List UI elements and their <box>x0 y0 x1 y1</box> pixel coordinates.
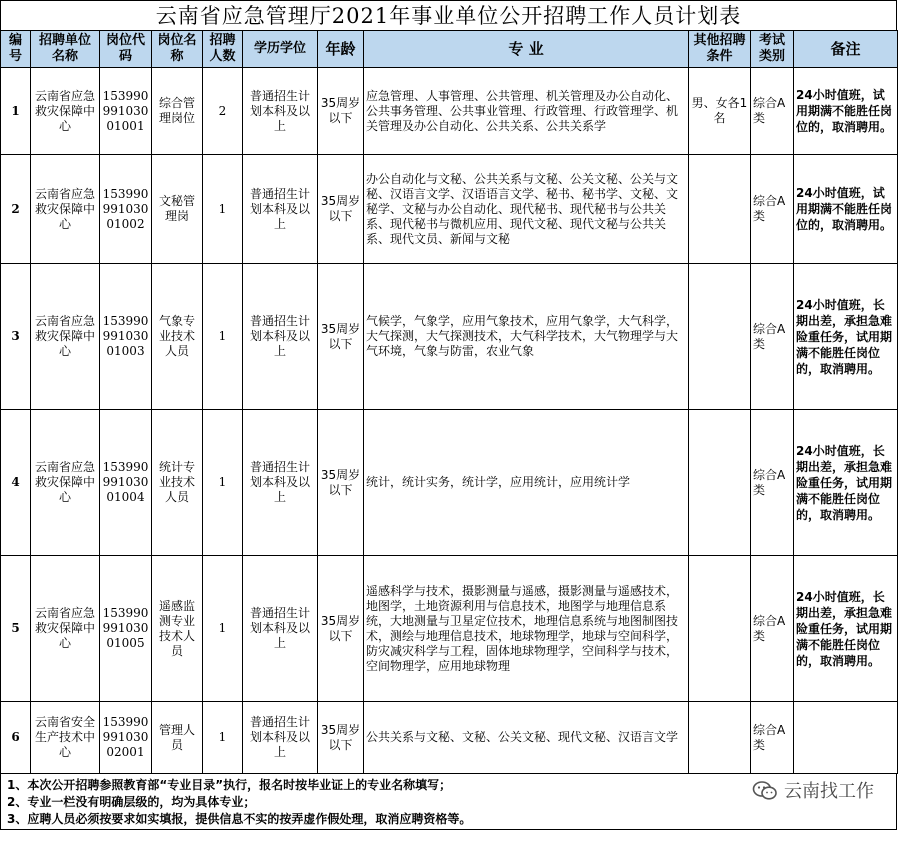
table-row <box>1 556 898 702</box>
header-age: 年龄 <box>318 31 364 68</box>
header-unit: 招聘单位名称 <box>31 31 100 68</box>
row-code: 15399099103001004 <box>100 410 152 556</box>
row-major: 气候学，气象学，应用气象技术，应用气象学，大气科学，大气探测，大气探测技术，大气科学技术，大气物理学与大气环境，气象与防雷，农业气象 <box>364 264 689 410</box>
footnote-item: 3、应聘人员必须按要求如实填报，提供信息不实的按弄虚作假处理，取消应聘资格等。 <box>7 812 472 826</box>
row-count: 1 <box>203 556 243 702</box>
row-count: 1 <box>203 155 243 264</box>
row-no: 2 <box>1 155 31 264</box>
row-exam: 综合A类 <box>751 410 794 556</box>
row-post: 统计专业技术人员 <box>152 410 203 556</box>
footnote-item: 1、本次公开招聘参照教育部“专业目录”执行，报名时按毕业证上的专业名称填写； <box>7 778 452 792</box>
row-other <box>689 264 751 410</box>
wechat-icon <box>752 780 778 802</box>
row-count: 1 <box>203 410 243 556</box>
row-note: 24小时值班，长期出差，承担急难险重任务，试用期满不能胜任岗位的，取消聘用。 <box>794 410 898 556</box>
row-other <box>689 155 751 264</box>
row-edu: 普通招生计划本科及以上 <box>243 68 318 155</box>
row-code: 15399099103001003 <box>100 264 152 410</box>
header-edu: 学历学位 <box>243 31 318 68</box>
row-major: 办公自动化与文秘、公共关系与文秘、公关文秘、公关与文秘、汉语言文学、汉语语言文学、秘书、秘书学、文秘、文秘学、文秘与办公自动化、现代秘书、现代秘书与公共关系、现代秘书与微机应用、现代文秘、现代文秘与公共关系、现代文员、新闻与文秘 <box>364 155 689 264</box>
header-count: 招聘人数 <box>203 31 243 68</box>
row-post: 综合管理岗位 <box>152 68 203 155</box>
row-no: 3 <box>1 264 31 410</box>
row-edu: 普通招生计划本科及以上 <box>243 264 318 410</box>
row-age: 35周岁以下 <box>318 264 364 410</box>
page-title: 云南省应急管理厅2021年事业单位公开招聘工作人员计划表 <box>0 0 897 30</box>
table-row <box>1 410 898 556</box>
row-age: 35周岁以下 <box>318 155 364 264</box>
row-note: 24小时值班，长期出差，承担急难险重任务，试用期满不能胜任岗位的，取消聘用。 <box>794 556 898 702</box>
row-no: 5 <box>1 556 31 702</box>
row-count: 2 <box>203 68 243 155</box>
row-note: 24小时值班，试用期满不能胜任岗位的，取消聘用。 <box>794 68 898 155</box>
row-edu: 普通招生计划本科及以上 <box>243 410 318 556</box>
row-major: 统计，统计实务，统计学，应用统计，应用统计学 <box>364 410 689 556</box>
footnotes <box>0 774 897 830</box>
row-code: 15399099103001005 <box>100 556 152 702</box>
row-no: 6 <box>1 702 31 774</box>
row-other: 男、女各1名 <box>689 68 751 155</box>
row-exam: 综合A类 <box>751 155 794 264</box>
row-no: 1 <box>1 68 31 155</box>
row-exam: 综合A类 <box>751 702 794 774</box>
row-note <box>794 702 898 774</box>
row-exam: 综合A类 <box>751 556 794 702</box>
row-other <box>689 410 751 556</box>
table-row <box>1 155 898 264</box>
recruitment-table <box>0 30 898 774</box>
table-row <box>1 702 898 774</box>
row-major: 应急管理、人事管理、公共管理、机关管理及办公自动化、公共事务管理、公共事业管理、行政管理、行政管理学、机关管理及办公自动化、公共关系、公共关系学 <box>364 68 689 155</box>
row-other <box>689 702 751 774</box>
header-row <box>1 31 898 68</box>
row-age: 35周岁以下 <box>318 702 364 774</box>
row-exam: 综合A类 <box>751 68 794 155</box>
row-edu: 普通招生计划本科及以上 <box>243 702 318 774</box>
row-note: 24小时值班，长期出差，承担急难险重任务，试用期满不能胜任岗位的，取消聘用。 <box>794 264 898 410</box>
row-no: 4 <box>1 410 31 556</box>
watermark <box>752 780 874 802</box>
row-unit: 云南省安全生产技术中心 <box>31 702 100 774</box>
row-other <box>689 556 751 702</box>
row-unit: 云南省应急救灾保障中心 <box>31 264 100 410</box>
header-post: 岗位名称 <box>152 31 203 68</box>
header-code: 岗位代码 <box>100 31 152 68</box>
row-count: 1 <box>203 702 243 774</box>
row-post: 管理人员 <box>152 702 203 774</box>
row-code: 15399099103001001 <box>100 68 152 155</box>
row-post: 气象专业技术人员 <box>152 264 203 410</box>
row-post: 文秘管理岗 <box>152 155 203 264</box>
watermark-text: 云南找工作 <box>784 780 874 802</box>
row-exam: 综合A类 <box>751 264 794 410</box>
footnote-item: 2、专业一栏没有明确层级的，均为具体专业； <box>7 795 256 809</box>
row-unit: 云南省应急救灾保障中心 <box>31 155 100 264</box>
row-major: 遥感科学与技术，摄影测量与遥感，摄影测量与遥感技术，地图学，土地资源利用与信息技术，地图学与地理信息系统，大地测量与卫星定位技术，地理信息系统与地图制图技术，测绘与地理信息技术，地球物理学，地球与空间科学，防灾减灾科学与工程，固体地球物理学，空间科学与技术，空间物理学，应用地球物理 <box>364 556 689 702</box>
header-major: 专 业 <box>364 31 689 68</box>
header-exam: 考试类别 <box>751 31 794 68</box>
row-age: 35周岁以下 <box>318 410 364 556</box>
table-row <box>1 264 898 410</box>
row-age: 35周岁以下 <box>318 68 364 155</box>
header-no: 编号 <box>1 31 31 68</box>
row-code: 15399099103001002 <box>100 155 152 264</box>
row-age: 35周岁以下 <box>318 556 364 702</box>
header-note: 备注 <box>794 31 898 68</box>
row-count: 1 <box>203 264 243 410</box>
row-unit: 云南省应急救灾保障中心 <box>31 556 100 702</box>
row-post: 遥感监测专业技术人员 <box>152 556 203 702</box>
row-code: 15399099103002001 <box>100 702 152 774</box>
row-edu: 普通招生计划本科及以上 <box>243 155 318 264</box>
row-edu: 普通招生计划本科及以上 <box>243 556 318 702</box>
table-row <box>1 68 898 155</box>
header-other: 其他招聘条件 <box>689 31 751 68</box>
row-unit: 云南省应急救灾保障中心 <box>31 410 100 556</box>
row-major: 公共关系与文秘、文秘、公关文秘、现代文秘、汉语言文学 <box>364 702 689 774</box>
row-note: 24小时值班，试用期满不能胜任岗位的，取消聘用。 <box>794 155 898 264</box>
row-unit: 云南省应急救灾保障中心 <box>31 68 100 155</box>
